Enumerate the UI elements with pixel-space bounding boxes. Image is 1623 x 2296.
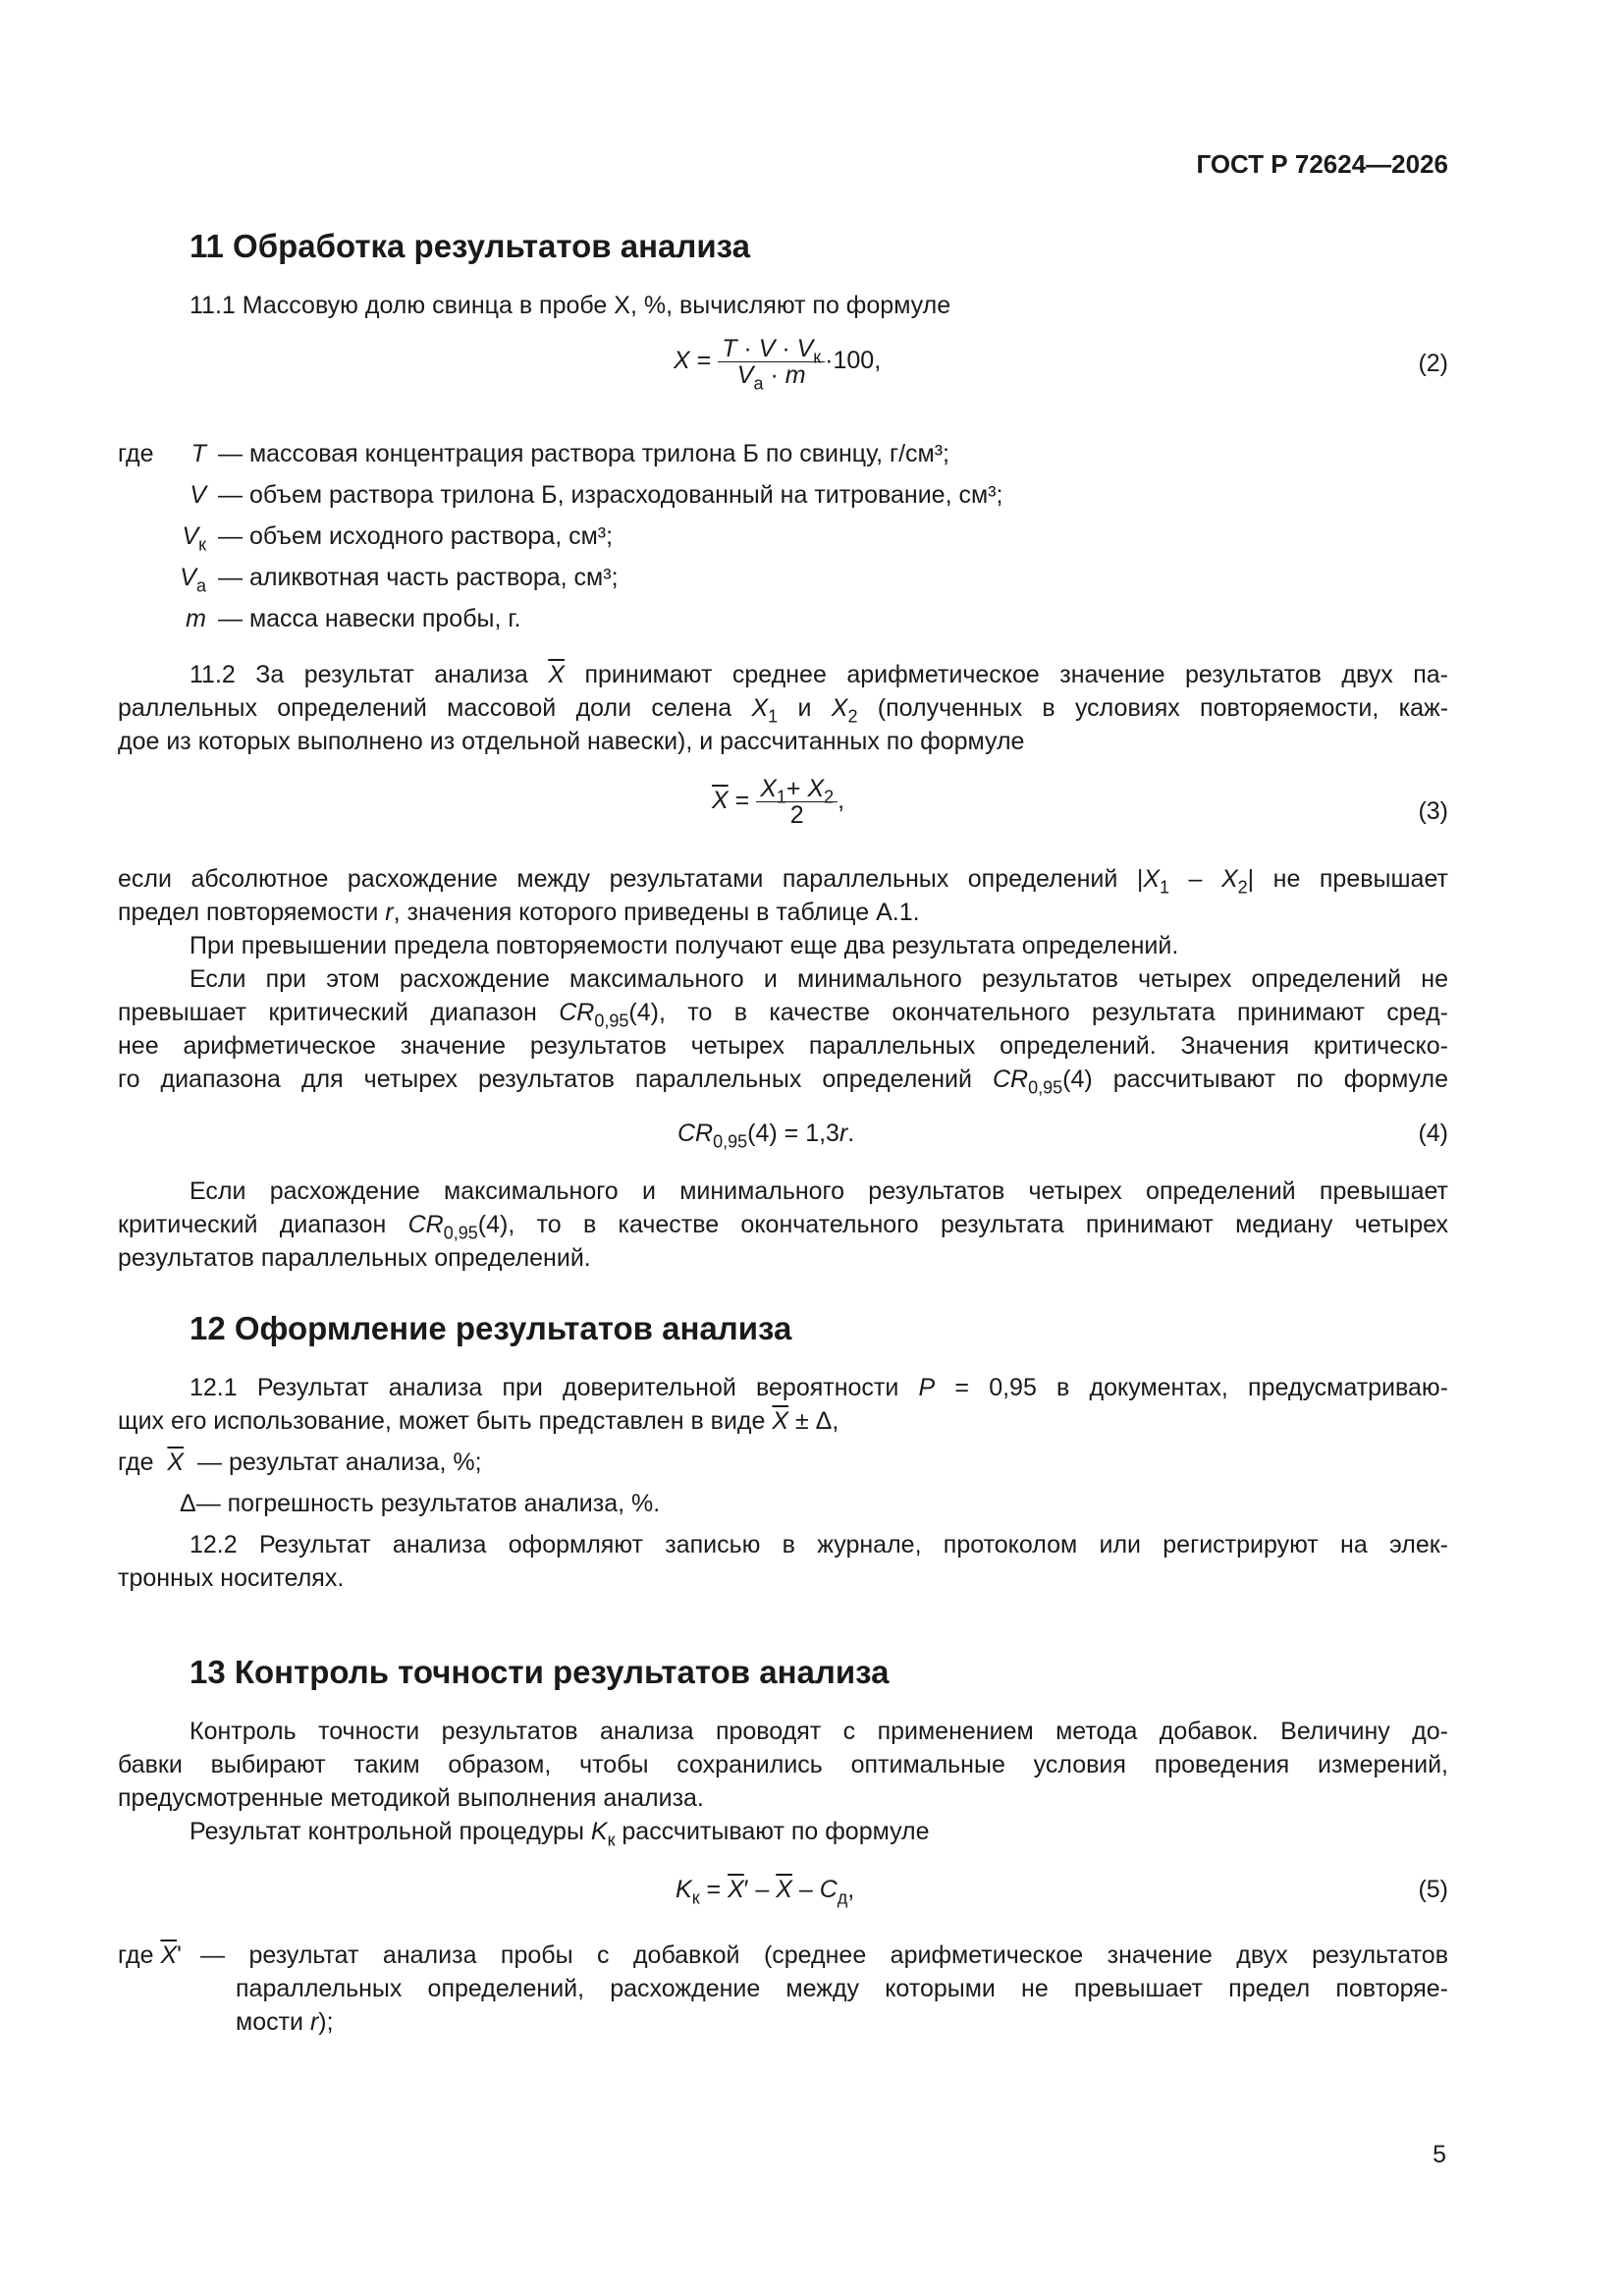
- paragraph-repeat-limit: При превышении предела повторяемости получают еще два результата определений.: [189, 932, 1179, 959]
- paragraph-11-2-line-2: раллельных определений массовой доли селена $X_1$ и $X_2$ (полученных в условиях повторяемости, каж-: [118, 694, 1449, 727]
- legend-13-where: где $\overline{X}'$: [118, 1941, 182, 1969]
- paragraph-12-2-line-1: 12.2 Результат анализа оформляют записью в журнале, протоколом или регистрируют на элек-: [189, 1531, 1448, 1558]
- legend-item: — объем исходного раствора, см³;: [218, 522, 614, 550]
- equation-4-number: (4): [1418, 1120, 1448, 1147]
- paragraph-13-line-3: предусмотренные методикой выполнения анализа.: [118, 1784, 704, 1812]
- section-11-heading: 11 Обработка результатов анализа: [189, 228, 750, 264]
- paragraph-11-1: 11.1 Массовую долю свинца в пробе X, %, вычисляют по формуле: [189, 292, 951, 319]
- equation-3: $\overline{X}$ = $\frac{X_1+ X_2}{2}$ ,: [712, 775, 845, 829]
- paragraph-13-control: Результат контрольной процедуры $K_к$ рассчитывают по формуле: [189, 1818, 930, 1850]
- paragraph-11-2-line-3: дое из которых выполнено из отдельной навески), и рассчитанных по формуле: [118, 728, 1025, 755]
- legend-item: — объем раствора трилона Б, израсходованный на титрование, см³;: [218, 481, 1003, 509]
- paragraph-13-line-1: Контроль точности результатов анализа проводят с применением метода добавок. Величину до-: [189, 1718, 1448, 1745]
- equation-2: X = $\frac{T \cdot V \cdot V_к}{V_а \cdot m}$ ·100,: [674, 335, 882, 394]
- paragraph-13-line-2: бавки выбирают таким образом, чтобы сохранились оптимальные условия проведения измерений,: [118, 1751, 1448, 1778]
- legend-12-delta: Δ— погрешность результатов анализа, %.: [180, 1490, 661, 1517]
- legend-12-x: где $\overline{X}$ — результат анализа, %;: [118, 1449, 482, 1476]
- paragraph-11-2-line-1: 11.2 За результат анализа $\overline{X}$ принимают среднее арифметическое значение результатов двух па-: [189, 661, 1448, 688]
- equation-5-number: (5): [1418, 1876, 1448, 1903]
- paragraph-critical-line-4: го диапазона для четырех результатов параллельных определений $CR_{0,95}(4)$ рассчитывают по формуле: [118, 1066, 1448, 1098]
- legend-item: — аликвотная часть раствора, см³;: [218, 564, 619, 591]
- paragraph-critical-line-3: нее арифметическое значение результатов четырех параллельных определений. Значения критическо-: [118, 1032, 1448, 1060]
- legend-item: — масса навески пробы, г.: [218, 605, 521, 632]
- legend-13-line-1: — результат анализа пробы с добавкой (среднее арифметическое значение двух результатов: [200, 1941, 1448, 1969]
- equation-2-number: (2): [1418, 350, 1448, 377]
- section-13-heading: 13 Контроль точности результатов анализа: [189, 1654, 890, 1690]
- paragraph-median-line-2: критический диапазон $CR_{0,95}(4)$, то в качестве окончательного результата принимают медиану четырех: [118, 1211, 1448, 1243]
- fraction: $\frac{T \cdot V \cdot V_к}{V_а \cdot m}$: [718, 336, 825, 388]
- paragraph-12-1-line-1: 12.1 Результат анализа при доверительной вероятности P = 0,95 в документах, предусматриваю-: [189, 1374, 1448, 1401]
- paragraph-median-line-1: Если расхождение максимального и минимального результатов четырех определений превышает: [189, 1177, 1448, 1205]
- paragraph-12-2-line-2: тронных носителях.: [118, 1564, 345, 1592]
- equation-4: $CR_{0,95}(4) = 1,3r$.: [677, 1120, 855, 1152]
- paragraph-critical-line-2: превышает критический диапазон $CR_{0,95}(4)$, то в качестве окончательного результата принимают сред-: [118, 999, 1448, 1031]
- page-number: 5: [1433, 2141, 1446, 2168]
- section-12-heading: 12 Оформление результатов анализа: [189, 1310, 792, 1346]
- legend-item: — массовая концентрация раствора трилона Б по свинцу, г/см³;: [218, 440, 950, 467]
- legend-where: где: [118, 440, 154, 467]
- document-id: ГОСТ Р 72624—2026: [1196, 149, 1448, 179]
- paragraph-median-line-3: результатов параллельных определений.: [118, 1244, 591, 1272]
- equation-3-number: (3): [1418, 797, 1448, 825]
- equation-5: $K_к = \overline{X}' - \overline{X} - C_д$,: [676, 1876, 855, 1908]
- paragraph-12-1-line-2: щих его использование, может быть представлен в виде $\overline{X} \pm \Delta$,: [118, 1407, 839, 1435]
- paragraph-11-2-cont-line-2: предел повторяемости r, значения которого приведены в таблице А.1.: [118, 899, 920, 926]
- legend-13-line-2: параллельных определений, расхождение между которыми не превышает предел повторяе-: [236, 1975, 1448, 2002]
- paragraph-11-2-cont-line-1: если абсолютное расхождение между результатами параллельных определений $|X_1 - X_2|$ не превышает: [118, 865, 1448, 898]
- legend-13-line-3: мости r);: [236, 2008, 334, 2036]
- paragraph-critical-line-1: Если при этом расхождение максимального и минимального результатов четырех определений не: [189, 965, 1448, 993]
